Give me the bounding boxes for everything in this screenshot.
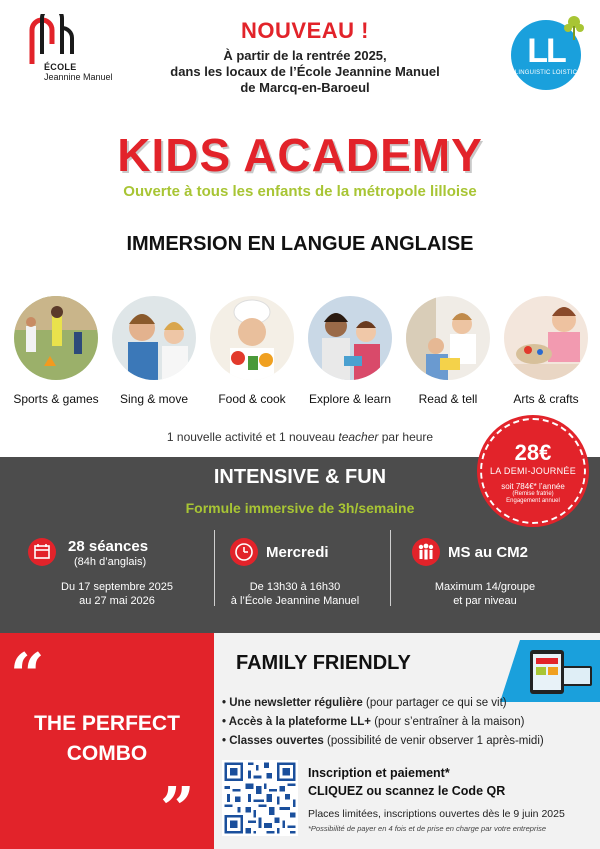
logo-ll-letters: LL [527, 32, 565, 70]
explore-photo [308, 296, 392, 380]
ecole-jeannine-manuel-logo [18, 14, 138, 86]
info-day [200, 530, 390, 618]
kids-academy-subtitle: Ouverte à tous les enfants de la métropole lilloise [123, 183, 477, 200]
logo-jeannine-manuel-text: Jeannine Manuel [44, 72, 113, 82]
activity-note-teacher: teacher [338, 430, 379, 444]
family-friendly-title: FAMILY FRIENDLY [236, 652, 411, 674]
benefit-title: • Classes ouvertes [222, 735, 324, 747]
info-detail [390, 580, 580, 608]
combo-line: THE PERFECT [34, 712, 180, 735]
activity-note-end: par heure [378, 430, 434, 444]
info-subtitle: (84h d’anglais) [74, 556, 147, 568]
info-detail-line: à l’École Jeannine Manuel [230, 595, 360, 607]
activity-label: Read & tell [418, 392, 478, 406]
benefit-title: • Accès à la plateforme LL+ [222, 716, 372, 728]
linguistic-loistic-logo [511, 20, 581, 90]
activity-label: Explore & learn [308, 392, 392, 406]
clock-icon [230, 538, 258, 566]
activity-explore [300, 296, 400, 406]
activity-label: Sing & move [119, 392, 189, 406]
info-levels [390, 530, 580, 618]
price-note: Engagement annuel [506, 498, 560, 504]
sprout-icon [563, 14, 585, 42]
info-title: Mercredi [266, 544, 329, 561]
logo-ecole-text: ÉCOLE [44, 62, 77, 72]
info-detail-line: De 13h30 à 16h30 [249, 581, 341, 593]
combo-line: COMBO [66, 742, 148, 765]
devices-illustration-icon [500, 640, 600, 702]
sing-photo [112, 296, 196, 380]
benefit-detail: (pour s’entraîner à la maison) [371, 716, 525, 728]
benefit-detail: (possibilité de venir observer 1 après-midi) [323, 735, 544, 747]
immersion-heading: IMMERSION EN LANGUE ANGLAISE [126, 233, 474, 255]
calendar-icon [28, 538, 56, 566]
benefit-detail: (pour partager ce qui se vit) [362, 697, 507, 709]
registration-title: Inscription et paiement* [308, 766, 450, 780]
close-quote-icon: ” [160, 775, 195, 845]
info-sessions [22, 530, 212, 618]
info-detail-line: Du 17 septembre 2025 [61, 581, 173, 593]
children-icon [412, 538, 440, 566]
price-badge [480, 418, 586, 524]
kids-academy-title: KIDS ACADEMY [117, 129, 483, 181]
activity-label: Food & cook [218, 392, 286, 406]
registration-link[interactable]: CLIQUEZ ou scannez le Code QR [308, 784, 506, 798]
price-half-day: LA DEMI-JOURNÉE [489, 466, 576, 476]
info-title: 28 séances [68, 538, 149, 555]
registration-footnote: *Possibilité de payer en 4 fois et de prise en charge par votre entreprise [308, 824, 547, 833]
ejm-monogram-icon [24, 14, 76, 66]
benefit-item [222, 697, 592, 716]
info-detail-line: et par niveau [453, 595, 517, 607]
open-quote-icon: “ [10, 641, 45, 711]
food-photo [210, 296, 294, 380]
price-note: (Remise fratrie) [512, 491, 554, 497]
info-detail-line: Maximum 14/groupe [434, 581, 536, 593]
info-detail-line: au 27 mai 2026 [79, 595, 155, 607]
intro-text [150, 48, 460, 96]
price-year: soit 784€* l’année [501, 482, 565, 491]
activity-read [398, 296, 498, 406]
activity-arts [496, 296, 596, 406]
info-detail [22, 580, 212, 608]
arts-photo [504, 296, 588, 380]
read-photo [406, 296, 490, 380]
nouveau-heading: NOUVEAU ! [241, 18, 369, 43]
activity-label: Arts & crafts [513, 392, 579, 406]
activity-note-start: 1 nouvelle activité et 1 nouveau [166, 430, 339, 444]
intensive-title: INTENSIVE & FUN [213, 466, 387, 488]
qr-code-icon [222, 760, 298, 836]
activity-label: Sports & games [13, 392, 99, 406]
intro-line: de Marcq-en-Baroeul [240, 80, 370, 95]
activity-sing [104, 296, 204, 406]
benefits-list [222, 697, 592, 754]
info-detail [200, 580, 390, 608]
perfect-combo-text [0, 709, 214, 769]
info-title: MS au CM2 [448, 544, 529, 561]
benefit-title: • Une newsletter régulière [222, 697, 363, 709]
activities-row [0, 296, 600, 416]
formule-subtitle: Formule immersive de 3h/semaine [185, 500, 415, 516]
sports-photo [14, 296, 98, 380]
logo-ll-subtitle: LINGUISTIC LOISTIC [514, 70, 578, 76]
price-amount: 28€ [514, 440, 552, 465]
activity-sports [6, 296, 106, 406]
registration-qr-code[interactable] [222, 760, 298, 836]
registration-places: Places limitées, inscriptions ouvertes dès le 9 juin 2025 [308, 808, 565, 820]
intro-line: dans les locaux de l’École Jeannine Manuel [170, 64, 440, 79]
benefit-item [222, 716, 592, 735]
activity-food [202, 296, 302, 406]
benefit-item [222, 735, 592, 754]
intro-line: À partir de la rentrée 2025, [223, 48, 387, 63]
